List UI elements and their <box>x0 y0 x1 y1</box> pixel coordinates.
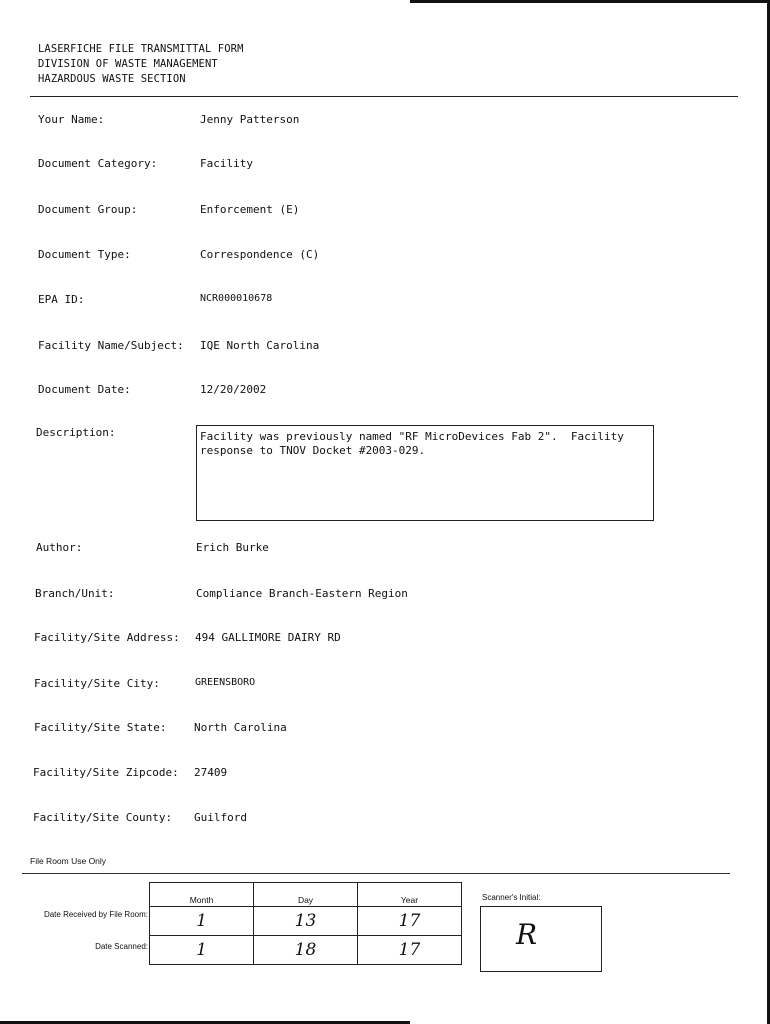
dates-header-row <box>150 883 462 907</box>
scanner-initial-box <box>480 906 602 972</box>
scanner-initial-label: Scanner's Initial: <box>482 893 541 902</box>
scanned-month: 1 <box>150 936 254 965</box>
site-zip-label: Facility/Site Zipcode: <box>33 766 179 779</box>
site-city-label: Facility/Site City: <box>34 677 160 690</box>
site-county-label: Facility/Site County: <box>33 811 173 824</box>
file-room-title: File Room Use Only <box>30 856 107 866</box>
document-category-label: Document Category: <box>38 157 158 170</box>
scan-edge-top <box>410 0 770 3</box>
site-zip-value: 27409 <box>194 766 228 779</box>
facility-name-value: IQE North Carolina <box>200 339 320 352</box>
file-room-divider <box>22 873 730 874</box>
site-address-value: 494 GALLIMORE DAIRY RD <box>195 631 341 644</box>
form-title: LASERFICHE FILE TRANSMITTAL FORM <box>38 43 244 55</box>
division-name: DIVISION OF WASTE MANAGEMENT <box>38 58 218 70</box>
date-scanned-label: Date Scanned: <box>95 942 148 951</box>
author-value: Erich Burke <box>196 541 269 554</box>
description-box: Facility was previously named "RF MicroDevices Fab 2". Facility response to TNOV Docket #2003-029. <box>196 425 654 521</box>
date-received-label: Date Received by File Room: <box>43 910 148 919</box>
scanned-year: 17 <box>358 936 462 965</box>
date-received-row <box>150 907 462 936</box>
scanner-initial-handwriting: R <box>516 918 538 951</box>
section-name: HAZARDOUS WASTE SECTION <box>38 73 186 85</box>
received-year: 17 <box>358 907 462 936</box>
site-county-value: Guilford <box>194 811 247 824</box>
your-name-label: Your Name: <box>38 113 105 126</box>
received-month: 1 <box>150 907 254 936</box>
month-header: Month <box>150 883 254 907</box>
document-group-value: Enforcement (E) <box>200 203 300 216</box>
epa-id-value: NCR000010678 <box>200 293 273 304</box>
document-group-label: Document Group: <box>38 203 138 216</box>
year-header: Year <box>358 883 462 907</box>
branch-label: Branch/Unit: <box>35 587 115 600</box>
document-date-label: Document Date: <box>38 383 131 396</box>
your-name-value: Jenny Patterson <box>200 113 300 126</box>
site-state-value: North Carolina <box>194 721 287 734</box>
document-type-value: Correspondence (C) <box>200 248 320 261</box>
form-header <box>38 42 244 87</box>
author-label: Author: <box>36 541 83 554</box>
site-address-label: Facility/Site Address: <box>34 631 180 644</box>
document-type-label: Document Type: <box>38 248 131 261</box>
epa-id-label: EPA ID: <box>38 293 85 306</box>
received-day: 13 <box>254 907 358 936</box>
site-state-label: Facility/Site State: <box>34 721 167 734</box>
site-city-value: GREENSBORO <box>195 677 256 688</box>
date-scanned-row <box>150 936 462 965</box>
description-label: Description: <box>36 426 116 439</box>
file-room-dates-table <box>149 882 462 965</box>
document-category-value: Facility <box>200 157 253 170</box>
branch-value: Compliance Branch-Eastern Region <box>196 587 408 600</box>
day-header: Day <box>254 883 358 907</box>
facility-name-label: Facility Name/Subject: <box>38 339 184 352</box>
document-date-value: 12/20/2002 <box>200 383 267 396</box>
header-divider <box>30 96 738 97</box>
scanned-day: 18 <box>254 936 358 965</box>
